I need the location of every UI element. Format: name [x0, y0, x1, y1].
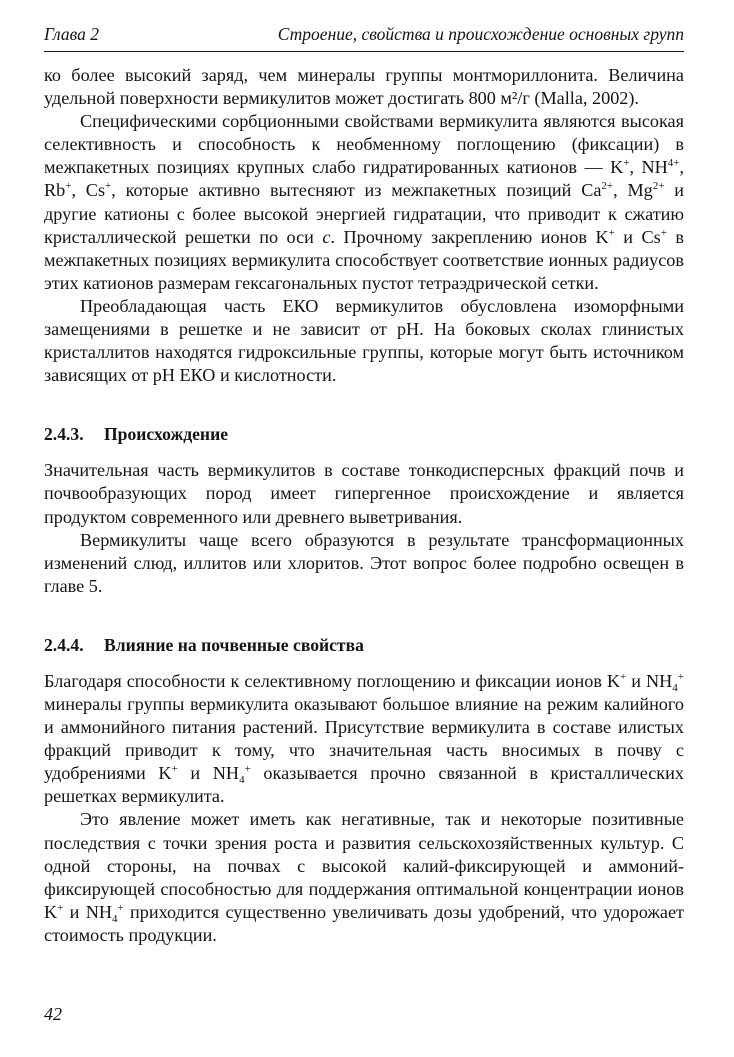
paragraph-2: Специфическими сорбционными свойствами вермикулита являются высокая селективность и способность к необменному поглощению (фиксации) в межпакетных позициях крупных слабо гидратированных катионов — K+, $NH^{4+}$, Rb+, Cs+, которые активно вытесняют из межпакетных позиций $Ca^{2+}$, $Mg^{2+}$ и другие катионы с более высокой энергией гидратации, что приводит к сжатию кристаллической решетки по оси c. Прочному закреплению ионов K+ и Cs+ в межпакетных позициях вермикулита способствует соответствие ионных радиусов этих катионов размерам гексагональных пустот тетраэдрической сетки. — [44, 111, 685, 293]
page-number: 42 — [44, 1004, 62, 1024]
running-title: Строение, свойства и происхождение основных групп — [277, 24, 684, 44]
paragraph-7: Это явление может иметь как негативные, так и некоторые позитивные последствия с точки зрения роста и развития сельскохозяйственных культур. С одной стороны, на почвах с высокой калий-фиксирующей и аммоний-фиксирующей способностью для поддержания оптимальной концентрации ионов K+ и $NH_4^+$ приходится существенно увеличивать дозы удобрений, что удорожает стоимость продукции. — [44, 809, 684, 945]
paragraph-3: Преобладающая часть ЕКО вермикулитов обусловлена изоморфными замещениями в решетке и не зависит от pH. На боковых сколах глинистых кристаллитов находятся гидроксильные группы, которые могут быть источником зависящих от pH ЕКО и кислотности. — [44, 295, 684, 386]
paragraph-5: Вермикулиты чаще всего образуются в результате трансформационных изменений слюд, иллитов или хлоритов. Этот вопрос более подробно освещен в главе 5. — [44, 529, 684, 596]
running-header — [44, 24, 684, 52]
section-heading-2-4-3: 2.4.3. Происхождение — [44, 424, 229, 445]
book-page — [44, 24, 684, 947]
paragraph-4: Значительная часть вермикулитов в составе тонкодисперсных фракций почв и почвообразующих пород имеет гипергенное происхождение и является продуктом современного или древнего выветривания. — [44, 460, 684, 527]
chapter-label: Глава 2 — [44, 24, 99, 44]
section-heading-2-4-4: 2.4.4. Влияние на почвенные свойства — [44, 634, 364, 655]
paragraph-6: Благодаря способности к селективному поглощению и фиксации ионов K+ и $NH_4^+$ минералы группы вермикулита оказывают большое влияние на режим калийного и аммонийного питания растений. Присутствие вермикулита в составе илистых фракций приводит к тому, что значительная часть вносимых в почву с удобрениями K+ и $NH_4^+$ оказывается прочно связанной в кристаллических решетках вермикулита. — [44, 670, 684, 807]
paragraph-1: ко более высокий заряд, чем минералы группы монтмориллонита. Величина удельной поверхности вермикулитов может достигать 800 м²/г (Malla, 2002). — [44, 65, 684, 109]
